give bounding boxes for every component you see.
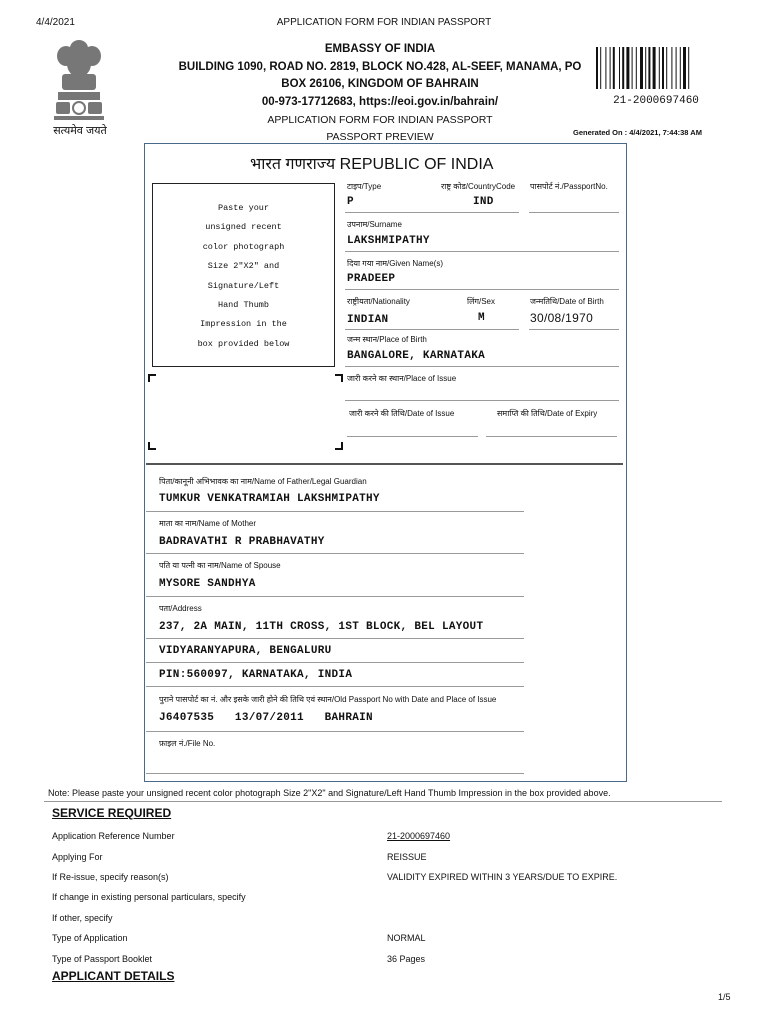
barcode-bar xyxy=(645,47,646,89)
field-underline xyxy=(345,400,619,401)
type-value: P xyxy=(347,196,354,208)
place-of-issue-label: जारी करने का स्थान/Place of Issue xyxy=(347,374,457,383)
date-of-expiry-label: समाप्ति की तिथि/Date of Expiry xyxy=(497,409,598,418)
print-date: 4/4/2021 xyxy=(36,17,75,28)
barcode-bar xyxy=(688,47,689,89)
field-underline xyxy=(486,436,617,437)
service-row-value: VALIDITY EXPIRED WITHIN 3 YEARS/DUE TO EXPIRE. xyxy=(387,872,618,882)
nationality-value: INDIAN xyxy=(347,314,389,326)
print-title: APPLICATION FORM FOR INDIAN PASSPORT xyxy=(276,17,492,28)
field-underline xyxy=(146,686,524,687)
service-row-value: NORMAL xyxy=(387,933,426,943)
field-underline xyxy=(345,212,519,213)
service-row-label: Type of Passport Booklet xyxy=(52,954,153,964)
passport-heading: भारत गणराज्य REPUBLIC OF INDIA xyxy=(250,156,494,173)
photo-instruction-line: color photograph xyxy=(202,242,285,252)
service-row-label: Applying For xyxy=(52,852,103,862)
dob-label: जन्मतिथि/Date of Birth xyxy=(530,297,604,306)
barcode-bar xyxy=(613,47,615,89)
photo-instruction-line: unsigned recent xyxy=(205,222,282,232)
field-underline xyxy=(345,366,619,367)
barcode-icon xyxy=(596,47,716,89)
given-name-value: PRADEEP xyxy=(347,273,396,285)
field-underline xyxy=(146,596,524,597)
page-number: 1/5 xyxy=(718,992,731,1002)
field-underline xyxy=(146,638,524,639)
signature-area xyxy=(148,374,343,450)
barcode-bar xyxy=(619,47,620,89)
barcode-bar xyxy=(648,47,650,89)
sex-label: लिंग/Sex xyxy=(467,297,496,306)
address-label: पता/Address xyxy=(159,604,202,613)
barcode-bar xyxy=(600,47,601,89)
field-underline xyxy=(347,436,478,437)
country-code-value: IND xyxy=(473,196,494,208)
photo-instruction-line: Hand Thumb xyxy=(217,300,269,310)
embassy-contact: 00-973-17712683, https://eoi.gov.in/bahrain/ xyxy=(261,96,499,108)
address-line-3: PIN:560097, KARNATAKA, INDIA xyxy=(159,669,353,681)
mother-label: माता का नाम/Name of Mother xyxy=(159,519,257,528)
service-row-value: 36 Pages xyxy=(387,954,426,964)
corner-mark xyxy=(148,442,156,450)
barcode-bar xyxy=(666,47,667,89)
field-underline xyxy=(146,662,524,663)
field-underline xyxy=(529,329,619,330)
nationality-label: राष्ट्रीयता/Nationality xyxy=(347,297,410,306)
emblem-motto: सत्यमेव जयते xyxy=(53,125,107,137)
note-divider xyxy=(44,801,722,802)
barcode-bar xyxy=(632,47,633,89)
passport-no-label: पासपोर्ट नं./PassportNo. xyxy=(530,182,608,191)
country-code-label: राष्ट्र कोड/CountryCode xyxy=(441,182,516,191)
place-of-birth-value: BANGALORE, KARNATAKA xyxy=(347,350,486,362)
barcode-number: 21-2000697460 xyxy=(613,95,699,107)
field-underline xyxy=(345,251,619,252)
field-underline xyxy=(345,289,619,290)
generated-timestamp: Generated On : 4/4/2021, 7:44:38 AM xyxy=(573,128,702,137)
sex-value: M xyxy=(478,312,485,324)
barcode-bar xyxy=(626,47,629,89)
barcode-bar xyxy=(596,47,598,89)
photo-instruction-line: Paste your xyxy=(217,203,269,213)
photo-instruction-line: Size 2"X2" and xyxy=(207,261,280,271)
file-no-label: फ़ाइल नं./File No. xyxy=(159,739,216,748)
surname-value: LAKSHMIPATHY xyxy=(347,235,430,247)
corner-mark xyxy=(148,374,156,382)
field-underline xyxy=(146,773,524,774)
passport-divider xyxy=(146,463,623,465)
barcode-bar xyxy=(671,47,672,89)
mother-value: BADRAVATHI R PRABHAVATHY xyxy=(159,536,325,548)
field-underline xyxy=(529,212,619,213)
address-line-1: 237, 2A MAIN, 11TH CROSS, 1ST BLOCK, BEL LAYOUT xyxy=(159,621,484,633)
service-required-heading: SERVICE REQUIRED xyxy=(52,806,172,820)
applicant-details-heading: APPLICANT DETAILS xyxy=(52,969,175,983)
barcode-bar xyxy=(676,47,677,89)
photo-instruction-box xyxy=(152,183,335,367)
photo-instruction-line: box provided below xyxy=(197,339,290,349)
service-row-label: Application Reference Number xyxy=(52,831,175,841)
father-value: TUMKUR VENKATRAMIAH LAKSHMIPATHY xyxy=(159,493,380,505)
embassy-address-line-2: BOX 26106, KINGDOM OF BAHRAIN xyxy=(281,78,479,90)
photo-instruction-line: Impression in the xyxy=(200,319,287,329)
barcode-bar xyxy=(680,47,681,89)
preview-title: PASSPORT PREVIEW xyxy=(326,131,434,143)
service-row-label: If Re-issue, specify reason(s) xyxy=(52,872,169,882)
type-label: टाइप/Type xyxy=(347,182,382,191)
corner-mark xyxy=(335,442,343,450)
field-underline xyxy=(146,511,524,512)
corner-mark xyxy=(335,374,343,382)
given-name-label: दिया गया नाम/Given Name(s) xyxy=(347,259,444,268)
photo-instruction-line: Signature/Left xyxy=(207,281,280,291)
service-row-value: REISSUE xyxy=(387,852,427,862)
old-passport-value: J6407535 13/07/2011 BAHRAIN xyxy=(159,712,373,724)
photo-note: Note: Please paste your unsigned recent color photograph Size 2"X2" and Signature/Left Hand Thumb Impression in the box provided above. xyxy=(48,788,611,798)
field-underline xyxy=(345,329,519,330)
application-reference-link[interactable]: 21-2000697460 xyxy=(387,831,451,841)
barcode-bar xyxy=(605,47,606,89)
old-passport-label: पुराने पासपोर्ट का नं. और इसके जारी होने की तिथि एवं स्थान/Old Passport No with Date and Place of Issue xyxy=(159,695,497,704)
service-row-label: If change in existing personal particulars, specify xyxy=(52,892,246,902)
barcode-bar xyxy=(636,47,637,89)
service-row-label: If other, specify xyxy=(52,913,113,923)
service-row-label: Type of Application xyxy=(52,933,128,943)
field-underline xyxy=(146,553,524,554)
father-label: पिता/कानूनी अभिभावक का नाम/Name of Father/Legal Guardian xyxy=(159,477,367,486)
barcode-bar xyxy=(622,47,624,89)
spouse-label: पति या पत्नी का नाम/Name of Spouse xyxy=(159,561,281,570)
barcode-bar xyxy=(653,47,656,89)
barcode-bar xyxy=(640,47,643,89)
barcode-bar xyxy=(662,47,664,89)
date-of-issue-label: जारी करने की तिथि/Date of Issue xyxy=(349,409,455,418)
surname-label: उपनाम/Surname xyxy=(347,220,402,229)
field-underline xyxy=(146,731,524,732)
barcode-bar xyxy=(659,47,660,89)
address-line-2: VIDYARANYAPURA, BENGALURU xyxy=(159,645,332,657)
embassy-address-line-1: BUILDING 1090, ROAD NO. 2819, BLOCK NO.428, AL-SEEF, MANAMA, PO xyxy=(178,61,582,73)
barcode-bar xyxy=(683,47,686,89)
spouse-value: MYSORE SANDHYA xyxy=(159,578,256,590)
embassy-name: EMBASSY OF INDIA xyxy=(324,43,436,55)
form-title: APPLICATION FORM FOR INDIAN PASSPORT xyxy=(267,114,493,126)
place-of-birth-label: जन्म स्थान/Place of Birth xyxy=(347,335,427,344)
barcode-bar xyxy=(610,47,611,89)
dob-value: 30/08/1970 xyxy=(530,311,594,325)
